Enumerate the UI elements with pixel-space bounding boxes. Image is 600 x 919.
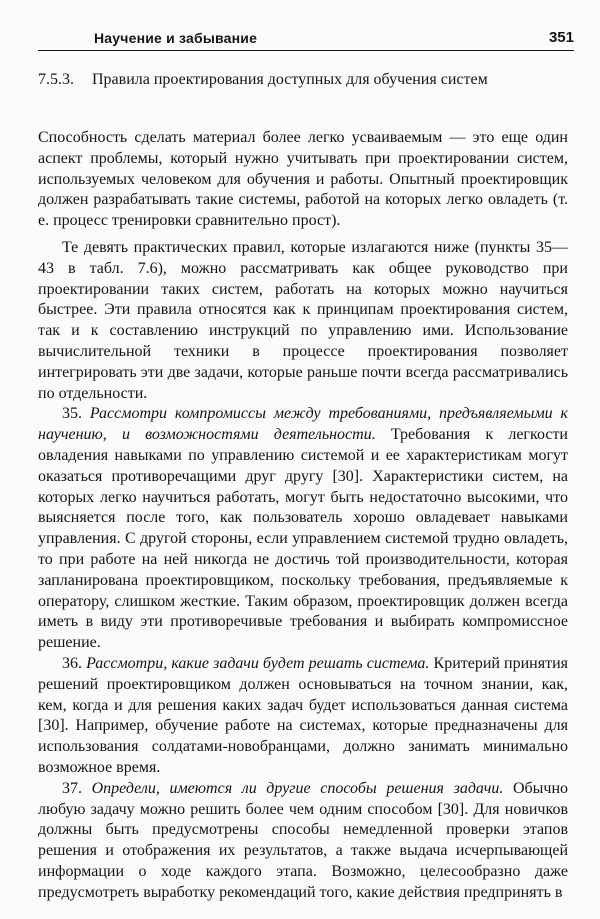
page-number: 351 [548,29,574,46]
paragraph-rule-37 [38,779,568,904]
running-title: Научение и забывание [94,30,258,46]
paragraph-intro: Способность сделать материал более легко усваиваемым — это еще один аспект проблемы, который нужно учитывать при проектировании систем, используемых человеком для обучения и работы. Опытный проектировщик должен разрабатывать такие системы, работой на которых легко овладеть (т. е. процесс тренировки сравнительно прост). [38,129,568,230]
rule-statement: Рассмотри, какие задачи будет решать система. [86,654,430,672]
paragraph-rule-36 [38,654,568,779]
section-number: 7.5.3. [38,71,74,88]
rule-explanation: Критерий принятия решений проектировщиком должен основываться на точном знании, как, кем, когда и для решения каких задач будет использоваться данная система [30]. Например, обучение работе на системах, которые предназначены для использования солдатами-новобранцами, должно занимать минимально возможное время. [38,654,569,776]
rule-explanation: Обычно любую задачу можно решить более чем одним способом [30]. Для новичков должны быть предусмотрены способы немедленной проверки этапов решения и отображения их результатов, а также выдача исчерпывающей информации о ходе каждого этапа. Возможно, целесообразно даже предусмотреть выработку рекомендаций того, какие действия предпринять в [38,779,569,901]
paragraph-rule-35 [38,404,568,654]
rule-number: 37. [62,779,82,797]
paragraph-rules-overview: Те девять практических правил, которые излагаются ниже (пункты 35—43 в табл. 7.6), можно рассматривать как общее руководство при проектировании таких систем, работать на которых можно научиться быстрее. Эти правила относятся как к принципам проектирования систем, так и к составлению инструкций по управлению ими. Использование вычислительной техники в процессе проектирования позволяет интегрировать эти две задачи, которые раньше почти всегда рассматривались по отдельности. [38,238,568,402]
rule-explanation: Требования к легкости овладения навыками по управлению системой и ее характеристикам могут оказаться противоречащими друг другу [30]. Характеристики систем, на которых легко научиться работать, могут быть недостаточно высокими, что выясняется после того, как пользователь хорошо овладевает навыками управления. С другой стороны, если управлением системой трудно овладеть, то при работе на ней никогда не достичь той производительности, которая запланирована проектировщиком, поскольку требования, предъявляемые к оператору, слишком жесткие. Таким образом, проектировщик должен всегда иметь в виду эти противоречивые требования и выбирать компромиссное решение. [38,426,568,652]
rule-statement: Рассмотри компромиссы между требованиями, предъявляемыми к научению, и возможностями деятельности. [38,405,568,444]
rule-number: 36. [62,654,82,672]
body-text [38,128,568,903]
section-title: Правила проектирования доступных для обучения систем [92,71,488,88]
section-heading [38,70,578,89]
rule-statement: Определи, имеются ли другие способы решения задачи. [91,779,504,797]
page-header [38,28,574,51]
rule-number: 35. [62,405,82,423]
